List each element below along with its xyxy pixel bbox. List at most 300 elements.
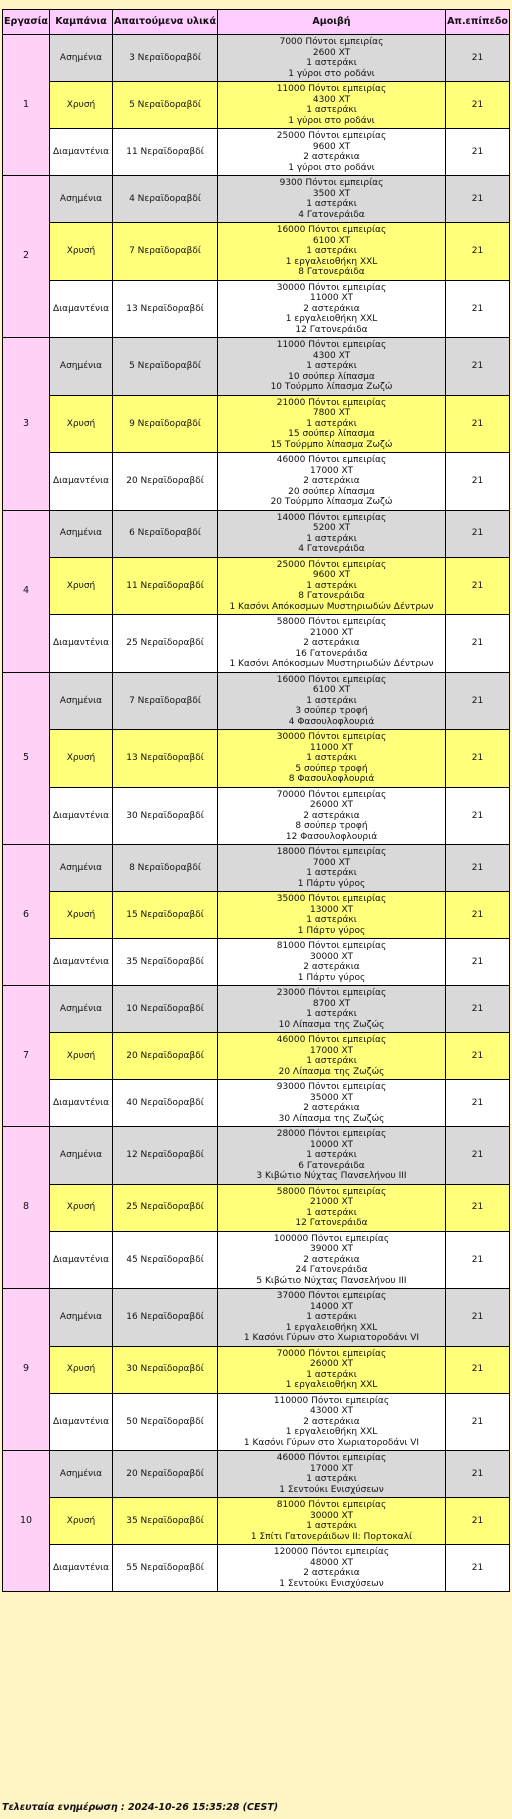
reward-line: 8 Φασουλοφλουριά — [288, 774, 375, 784]
reward-line: 1 αστεράκι — [306, 418, 357, 429]
reward-line: 110000 Πόντοι εμπειρίας — [273, 1395, 390, 1406]
reward-line: 23000 Πόντοι εμπειρίας — [276, 988, 387, 998]
reward-cell — [218, 1451, 446, 1498]
reward-cell — [218, 1033, 446, 1080]
reward-line: 58000 Πόντοι εμπειρίας — [276, 1186, 387, 1197]
header-materials: Απαιτούμενα υλικά — [113, 10, 218, 35]
table-row — [3, 939, 510, 986]
reward-cell — [218, 557, 446, 615]
reward-cell — [218, 82, 446, 129]
reward-line: 11000 XT — [310, 742, 353, 753]
table-row — [3, 1498, 510, 1545]
reward-line: 7000 XT — [312, 857, 351, 868]
reward-line: 1 εργαλειοθήκη XXL — [285, 314, 378, 324]
reward-line: 17000 XT — [310, 465, 353, 476]
reward-line: 2 αστεράκια — [303, 476, 360, 486]
reward-line: 26000 XT — [310, 800, 353, 810]
reward-cell — [218, 338, 446, 396]
level-cell: 21 — [446, 1498, 510, 1545]
level-cell: 21 — [446, 672, 510, 730]
level-cell: 21 — [446, 35, 510, 82]
reward-line: 1 Σεντούκι Ενισχύσεων — [279, 1578, 384, 1589]
reward-cell — [218, 395, 446, 453]
level-cell: 21 — [446, 1127, 510, 1185]
table-row — [3, 35, 510, 82]
reward-line: 7800 XT — [312, 408, 351, 418]
reward-line: 1 αστεράκι — [306, 695, 357, 706]
level-cell: 21 — [446, 1346, 510, 1393]
materials-cell: 7 Νεραϊδοραβδί — [113, 223, 218, 281]
reward-line: 15 Τούρμπο λίπασμα Ζωζώ — [270, 439, 393, 450]
campaign-cell: Ασημένια — [50, 1289, 113, 1347]
reward-line: 2 αστεράκια — [303, 638, 360, 648]
campaign-cell: Χρυσή — [50, 1498, 113, 1545]
level-cell: 21 — [446, 730, 510, 788]
materials-cell: 11 Νεραϊδοραβδί — [113, 557, 218, 615]
materials-cell: 11 Νεραϊδοραβδί — [113, 129, 218, 176]
level-cell: 21 — [446, 223, 510, 281]
level-cell: 21 — [446, 1289, 510, 1347]
reward-line: 6 Γατονεράιδα — [298, 1160, 365, 1171]
reward-line: 4 Φασουλοφλουριά — [288, 716, 375, 727]
reward-line: 5 σούπερ τροφή — [295, 763, 368, 774]
task-number: 9 — [3, 1289, 50, 1451]
reward-line: 30000 Πόντοι εμπειρίας — [276, 282, 387, 293]
campaign-cell: Χρυσή — [50, 1033, 113, 1080]
reward-line: 8 Γατονεράιδα — [298, 267, 365, 277]
level-cell: 21 — [446, 510, 510, 557]
task-number: 4 — [3, 510, 50, 672]
reward-line: 70000 Πόντοι εμπειρίας — [276, 1348, 387, 1359]
reward-line: 8 σούπερ τροφή — [295, 821, 368, 831]
reward-cell — [218, 1498, 446, 1545]
level-cell: 21 — [446, 453, 510, 511]
reward-line: 1 αστεράκι — [306, 246, 357, 256]
reward-cell — [218, 223, 446, 281]
reward-line: 12 Γατονεράιδα — [295, 324, 368, 335]
reward-line: 30000 Πόντοι εμπειρίας — [276, 732, 387, 742]
table-row — [3, 338, 510, 396]
table-row — [3, 453, 510, 511]
reward-line: 35000 XT — [310, 1092, 353, 1103]
reward-line: 1 εργαλειοθήκη XXL — [285, 1322, 378, 1333]
reward-line: 17000 XT — [310, 1045, 353, 1056]
reward-line: 18000 Πόντοι εμπειρίας — [276, 847, 387, 857]
reward-line: 1 γύροι στο ροδάνι — [288, 115, 375, 126]
campaign-cell: Ασημένια — [50, 338, 113, 396]
reward-line: 1 αστεράκι — [306, 199, 357, 209]
level-cell: 21 — [446, 338, 510, 396]
reward-line: 30000 XT — [310, 951, 353, 962]
reward-line: 1 Σπίτι Γατονεράιδων II: Πορτοκαλί — [250, 1531, 413, 1542]
reward-cell — [218, 1127, 446, 1185]
campaign-cell: Ασημένια — [50, 1127, 113, 1185]
materials-cell: 5 Νεραϊδοραβδί — [113, 338, 218, 396]
reward-line: 70000 Πόντοι εμπειρίας — [276, 789, 387, 800]
materials-cell: 6 Νεραϊδοραβδί — [113, 510, 218, 557]
level-cell: 21 — [446, 1393, 510, 1451]
reward-line: 1 αστεράκι — [306, 1207, 357, 1218]
reward-line: 13000 XT — [310, 904, 353, 915]
reward-line: 30 Λίπασμα της Ζωζώς — [278, 1113, 385, 1124]
reward-cell — [218, 892, 446, 939]
table-row — [3, 1451, 510, 1498]
campaign-cell: Ασημένια — [50, 510, 113, 557]
materials-cell: 20 Νεραϊδοραβδί — [113, 1451, 218, 1498]
reward-line: 1 εργαλειοθήκη XXL — [285, 1380, 378, 1390]
task-number: 10 — [3, 1451, 50, 1592]
reward-line: 20 Λίπασμα της Ζωζώς — [278, 1066, 385, 1077]
reward-line: 1 αστεράκι — [306, 753, 357, 763]
reward-line: 1 Κασόνι Γύρων στο Χωριατοροδάνι VI — [243, 1437, 420, 1448]
table-row — [3, 1289, 510, 1347]
reward-line: 1 Κασόνι Γύρων στο Χωριατοροδάνι VI — [243, 1333, 420, 1343]
materials-cell: 8 Νεραϊδοραβδί — [113, 845, 218, 892]
materials-cell: 55 Νεραϊδοραβδί — [113, 1545, 218, 1592]
reward-line: 16000 Πόντοι εμπειρίας — [276, 674, 387, 685]
campaign-cell: Χρυσή — [50, 82, 113, 129]
materials-cell: 25 Νεραϊδοραβδί — [113, 1184, 218, 1231]
campaign-cell: Διαμαντένια — [50, 1393, 113, 1451]
reward-line: 2 αστεράκια — [303, 1416, 360, 1427]
reward-line: 16 Γατονεράιδα — [295, 648, 368, 659]
materials-cell: 4 Νεραϊδοραβδί — [113, 176, 218, 223]
table-row — [3, 82, 510, 129]
reward-line: 8 Γατονεράιδα — [298, 591, 365, 601]
campaign-cell: Χρυσή — [50, 730, 113, 788]
reward-line: 14000 Πόντοι εμπειρίας — [276, 512, 387, 523]
materials-cell: 13 Νεραϊδοραβδί — [113, 730, 218, 788]
reward-line: 1 αστεράκι — [306, 533, 357, 544]
reward-line: 21000 XT — [310, 1197, 353, 1207]
materials-cell: 30 Νεραϊδοραβδί — [113, 787, 218, 845]
materials-cell: 3 Νεραϊδοραβδί — [113, 35, 218, 82]
table-row — [3, 1346, 510, 1393]
level-cell: 21 — [446, 395, 510, 453]
last-updated-footer: Τελευταία ενημέρωση : 2024-10-26 15:35:28 (CEST) — [2, 1802, 279, 1813]
reward-line: 4 Γατονεράιδα — [298, 544, 365, 554]
materials-cell: 35 Νεραϊδοραβδί — [113, 939, 218, 986]
reward-cell — [218, 1231, 446, 1289]
reward-line: 28000 Πόντοι εμπειρίας — [276, 1129, 387, 1139]
reward-line: 2 αστεράκια — [303, 810, 360, 821]
reward-line: 30000 XT — [310, 1510, 353, 1521]
table-body — [3, 35, 510, 1592]
task-number: 3 — [3, 338, 50, 511]
materials-cell: 30 Νεραϊδοραβδί — [113, 1346, 218, 1393]
reward-line: 39000 XT — [310, 1244, 353, 1254]
reward-cell — [218, 672, 446, 730]
reward-cell — [218, 1184, 446, 1231]
level-cell: 21 — [446, 1184, 510, 1231]
reward-line: 1 αστεράκι — [306, 1369, 357, 1380]
reward-line: 1 εργαλειοθήκη XXL — [285, 1427, 378, 1437]
level-cell: 21 — [446, 1451, 510, 1498]
reward-line: 1 αστεράκι — [306, 868, 357, 878]
reward-line: 16000 Πόντοι εμπειρίας — [276, 225, 387, 235]
reward-line: 26000 XT — [310, 1359, 353, 1369]
level-cell: 21 — [446, 1080, 510, 1127]
reward-line: 8700 XT — [312, 998, 351, 1009]
table-row — [3, 845, 510, 892]
materials-cell: 16 Νεραϊδοραβδί — [113, 1289, 218, 1347]
table-row — [3, 510, 510, 557]
table-row — [3, 1033, 510, 1080]
reward-cell — [218, 35, 446, 82]
reward-line: 10 Λίπασμα της Ζωζώς — [278, 1019, 385, 1030]
level-cell: 21 — [446, 787, 510, 845]
materials-cell: 10 Νεραϊδοραβδί — [113, 986, 218, 1033]
reward-cell — [218, 129, 446, 176]
materials-cell: 35 Νεραϊδοραβδί — [113, 1498, 218, 1545]
table-row — [3, 1393, 510, 1451]
reward-line: 11000 Πόντοι εμπειρίας — [276, 340, 387, 350]
level-cell: 21 — [446, 845, 510, 892]
level-cell: 21 — [446, 280, 510, 338]
table-row — [3, 787, 510, 845]
campaign-cell: Χρυσή — [50, 395, 113, 453]
table-row — [3, 615, 510, 673]
reward-line: 2 αστεράκια — [303, 1254, 360, 1265]
level-cell: 21 — [446, 176, 510, 223]
task-number: 2 — [3, 176, 50, 338]
reward-line: 12 Φασουλοφλουριά — [285, 831, 378, 842]
reward-line: 6100 XT — [312, 685, 351, 695]
reward-line: 35000 Πόντοι εμπειρίας — [276, 894, 387, 904]
reward-cell — [218, 1289, 446, 1347]
task-number: 7 — [3, 986, 50, 1127]
reward-line: 4300 XT — [312, 94, 351, 105]
campaign-cell: Διαμαντένια — [50, 787, 113, 845]
reward-line: 1 αστεράκι — [306, 1312, 357, 1322]
header-level: Απ.επίπεδο — [446, 10, 510, 35]
reward-line: 46000 Πόντοι εμπειρίας — [276, 1035, 387, 1045]
reward-line: 37000 Πόντοι εμπειρίας — [276, 1291, 387, 1301]
reward-line: 12 Γατονεράιδα — [295, 1218, 368, 1228]
campaign-cell: Ασημένια — [50, 35, 113, 82]
reward-line: 1 αστεράκι — [306, 915, 357, 925]
reward-line: 7000 Πόντοι εμπειρίας — [279, 37, 384, 47]
campaign-cell: Χρυσή — [50, 223, 113, 281]
reward-line: 46000 Πόντοι εμπειρίας — [276, 455, 387, 465]
reward-line: 1 αστεράκι — [306, 1150, 357, 1160]
reward-line: 43000 XT — [310, 1406, 353, 1416]
materials-cell: 9 Νεραϊδοραβδί — [113, 395, 218, 453]
table-header-row — [3, 10, 510, 35]
reward-line: 81000 Πόντοι εμπειρίας — [276, 941, 387, 951]
reward-line: 20 σούπερ λίπασμα — [288, 486, 375, 497]
table-row — [3, 280, 510, 338]
campaign-cell: Διαμαντένια — [50, 453, 113, 511]
campaign-cell: Διαμαντένια — [50, 1231, 113, 1289]
reward-line: 81000 Πόντοι εμπειρίας — [276, 1500, 387, 1510]
reward-line: 2 αστεράκια — [303, 303, 360, 314]
reward-line: 1 αστεράκι — [306, 1474, 357, 1484]
reward-line: 1 γύροι στο ροδάνι — [288, 162, 375, 173]
reward-line: 10000 XT — [310, 1139, 353, 1150]
materials-cell: 7 Νεραϊδοραβδί — [113, 672, 218, 730]
reward-line: 24 Γατονεράιδα — [295, 1265, 368, 1275]
campaign-cell: Διαμαντένια — [50, 615, 113, 673]
table-row — [3, 892, 510, 939]
table-row — [3, 1080, 510, 1127]
table-row — [3, 986, 510, 1033]
level-cell: 21 — [446, 557, 510, 615]
reward-line: 1 αστεράκι — [306, 1056, 357, 1066]
level-cell: 21 — [446, 939, 510, 986]
reward-line: 21000 Πόντοι εμπειρίας — [276, 397, 387, 408]
reward-line: 1 Σεντούκι Ενισχύσεων — [279, 1484, 384, 1495]
campaign-cell: Χρυσή — [50, 1346, 113, 1393]
level-cell: 21 — [446, 892, 510, 939]
rewards-table — [2, 9, 510, 1592]
level-cell: 21 — [446, 82, 510, 129]
reward-line: 9300 Πόντοι εμπειρίας — [279, 178, 384, 188]
materials-cell: 45 Νεραϊδοραβδί — [113, 1231, 218, 1289]
campaign-cell: Διαμαντένια — [50, 129, 113, 176]
reward-line: 3500 XT — [312, 188, 351, 199]
table-row — [3, 672, 510, 730]
level-cell: 21 — [446, 129, 510, 176]
reward-line: 2 αστεράκια — [303, 152, 360, 162]
table-row — [3, 557, 510, 615]
table-row — [3, 1231, 510, 1289]
reward-line: 1 αστεράκι — [306, 580, 357, 591]
reward-cell — [218, 176, 446, 223]
level-cell: 21 — [446, 1231, 510, 1289]
reward-line: 11000 XT — [310, 293, 353, 303]
table-row — [3, 730, 510, 788]
reward-line: 1 αστεράκι — [306, 105, 357, 115]
reward-line: 15 σούπερ λίπασμα — [288, 429, 375, 439]
reward-line: 2 αστεράκια — [303, 1568, 360, 1578]
reward-line: 2 αστεράκια — [303, 1103, 360, 1113]
reward-line: 21000 XT — [310, 627, 353, 638]
level-cell: 21 — [446, 615, 510, 673]
reward-line: 1 Κασόνι Απόκοσμων Μυστηριωδών Δέντρων — [229, 601, 434, 612]
table-row — [3, 395, 510, 453]
reward-line: 4 Γατονεράιδα — [298, 209, 365, 220]
reward-line: 10 Τούρμπο λίπασμα Ζωζώ — [270, 382, 393, 392]
reward-cell — [218, 986, 446, 1033]
campaign-cell: Χρυσή — [50, 892, 113, 939]
header-reward: Αμοιβή — [218, 10, 446, 35]
table-row — [3, 1127, 510, 1185]
table-row — [3, 176, 510, 223]
level-cell: 21 — [446, 986, 510, 1033]
reward-cell — [218, 845, 446, 892]
reward-line: 1 Πάρτυ γύρος — [297, 972, 366, 983]
reward-line: 1 αστεράκι — [306, 1521, 357, 1531]
reward-cell — [218, 1393, 446, 1451]
materials-cell: 15 Νεραϊδοραβδί — [113, 892, 218, 939]
table-row — [3, 129, 510, 176]
reward-cell — [218, 1080, 446, 1127]
header-task: Εργασία — [3, 10, 50, 35]
campaign-cell: Ασημένια — [50, 176, 113, 223]
materials-cell: 12 Νεραϊδοραβδί — [113, 1127, 218, 1185]
reward-line: 1 Πάρτυ γύρος — [297, 925, 366, 936]
task-number: 1 — [3, 35, 50, 176]
reward-line: 48000 XT — [310, 1557, 353, 1568]
materials-cell: 50 Νεραϊδοραβδί — [113, 1393, 218, 1451]
campaign-cell: Χρυσή — [50, 557, 113, 615]
campaign-cell: Ασημένια — [50, 672, 113, 730]
reward-cell — [218, 939, 446, 986]
reward-line: 1 εργαλειοθήκη XXL — [285, 256, 378, 267]
reward-cell — [218, 730, 446, 788]
materials-cell: 25 Νεραϊδοραβδί — [113, 615, 218, 673]
reward-line: 1 Κασόνι Απόκοσμων Μυστηριωδών Δέντρων — [229, 659, 434, 669]
reward-line: 1 αστεράκι — [306, 1009, 357, 1019]
level-cell: 21 — [446, 1545, 510, 1592]
reward-line: 25000 Πόντοι εμπειρίας — [276, 131, 387, 141]
campaign-cell: Διαμαντένια — [50, 939, 113, 986]
reward-line: 93000 Πόντοι εμπειρίας — [276, 1082, 387, 1092]
reward-line: 11000 Πόντοι εμπειρίας — [276, 84, 387, 94]
task-number: 8 — [3, 1127, 50, 1289]
reward-cell — [218, 615, 446, 673]
reward-line: 3 σούπερ τροφή — [295, 706, 368, 716]
reward-line: 5 Κιβώτιο Νύχτας Πανσελήνου III — [256, 1275, 407, 1286]
table-row — [3, 1545, 510, 1592]
reward-line: 1 αστεράκι — [306, 58, 357, 68]
table-row — [3, 1184, 510, 1231]
reward-line: 9600 XT — [312, 141, 351, 152]
reward-line: 25000 Πόντοι εμπειρίας — [276, 559, 387, 570]
materials-cell: 20 Νεραϊδοραβδί — [113, 453, 218, 511]
reward-cell — [218, 280, 446, 338]
reward-line: 9600 XT — [312, 570, 351, 580]
level-cell: 21 — [446, 1033, 510, 1080]
reward-line: 100000 Πόντοι εμπειρίας — [273, 1233, 390, 1244]
table-row — [3, 223, 510, 281]
rewards-table-container — [2, 9, 509, 1592]
reward-cell — [218, 1545, 446, 1592]
task-number: 6 — [3, 845, 50, 986]
materials-cell: 20 Νεραϊδοραβδί — [113, 1033, 218, 1080]
reward-line: 58000 Πόντοι εμπειρίας — [276, 617, 387, 627]
materials-cell: 40 Νεραϊδοραβδί — [113, 1080, 218, 1127]
materials-cell: 13 Νεραϊδοραβδί — [113, 280, 218, 338]
task-number: 5 — [3, 672, 50, 845]
campaign-cell: Ασημένια — [50, 845, 113, 892]
campaign-cell: Χρυσή — [50, 1184, 113, 1231]
reward-line: 6100 XT — [312, 235, 351, 246]
reward-line: 2 αστεράκια — [303, 962, 360, 972]
reward-cell — [218, 453, 446, 511]
reward-cell — [218, 510, 446, 557]
campaign-cell: Ασημένια — [50, 986, 113, 1033]
campaign-cell: Διαμαντένια — [50, 280, 113, 338]
reward-line: 120000 Πόντοι εμπειρίας — [273, 1547, 390, 1557]
campaign-cell: Διαμαντένια — [50, 1545, 113, 1592]
reward-cell — [218, 1346, 446, 1393]
reward-line: 3 Κιβώτιο Νύχτας Πανσελήνου III — [256, 1171, 407, 1181]
reward-cell — [218, 787, 446, 845]
reward-line: 10 σούπερ λίπασμα — [288, 371, 375, 382]
header-campaign: Καμπάνια — [50, 10, 113, 35]
reward-line: 2600 XT — [312, 47, 351, 58]
reward-line: 17000 XT — [310, 1463, 353, 1474]
materials-cell: 5 Νεραϊδοραβδί — [113, 82, 218, 129]
campaign-cell: Ασημένια — [50, 1451, 113, 1498]
reward-line: 1 γύροι στο ροδάνι — [288, 68, 375, 79]
reward-line: 1 Πάρτυ γύρος — [297, 878, 366, 889]
reward-line: 5200 XT — [312, 523, 351, 533]
reward-line: 1 αστεράκι — [306, 361, 357, 371]
reward-line: 46000 Πόντοι εμπειρίας — [276, 1453, 387, 1463]
